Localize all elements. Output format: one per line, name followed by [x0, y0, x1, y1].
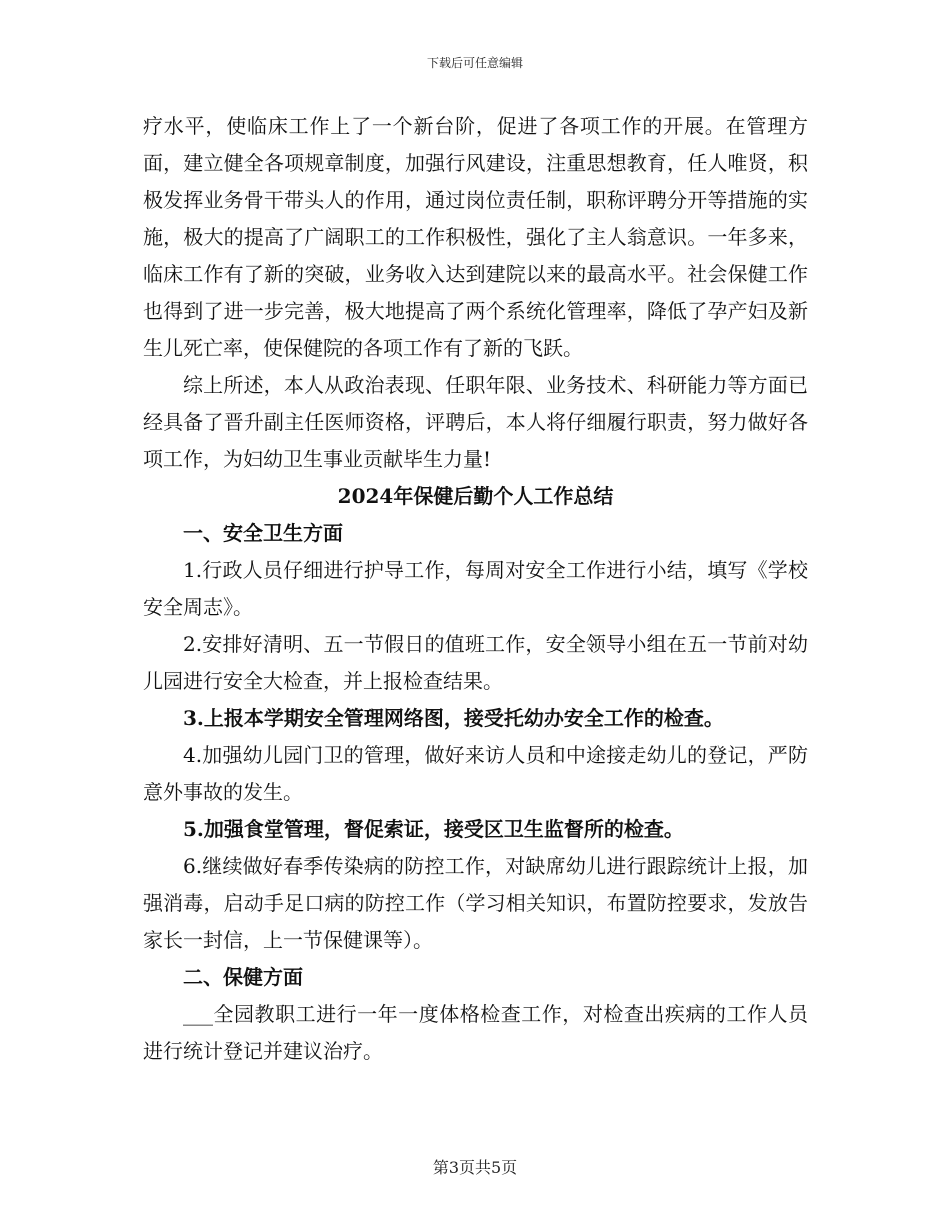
list-item: 1.行政人员仔细进行护导工作，每周对安全工作进行小结，填写《学校安全周志》。 — [143, 558, 808, 619]
section-heading: 一、安全卫生方面 — [183, 521, 343, 545]
list-item: 3.上报本学期安全管理网络图，接受托幼办安全工作的检查。 — [183, 706, 724, 730]
list-item: ___全园教职工进行一年一度体格检查工作，对检查出疾病的工作人员进行统计登记并建议治疗。 — [143, 1002, 808, 1063]
list-item: 4.加强幼儿园门卫的管理，做好来访人员和中途接走幼儿的登记，严防意外事故的发生。 — [143, 743, 808, 804]
section-title: 2024年保健后勤个人工作总结 — [337, 484, 614, 508]
page-number: 第3页共5页 — [432, 1158, 518, 1177]
section-heading: 二、保健方面 — [183, 965, 303, 989]
list-item: 5.加强食堂管理，督促索证，接受区卫生监督所的检查。 — [183, 817, 684, 841]
list-item: 6.继续做好春季传染病的防控工作，对缺席幼儿进行跟踪统计上报，加强消毒，启动手足口病的防控工作（学习相关知识，布置防控要求，发放告家长一封信，上一节保健课等）。 — [143, 854, 808, 952]
body-paragraph: 综上所述，本人从政治表现、任职年限、业务技术、科研能力等方面已经具备了晋升副主任医师资格，评聘后，本人将仔细履行职责，努力做好各项工作，为妇幼卫生事业贡献毕生力量! — [143, 373, 808, 471]
header-note: 下载后可任意编辑 — [426, 56, 523, 70]
list-item: 2.安排好清明、五一节假日的值班工作，安全领导小组在五一节前对幼儿园进行安全大检查，并上报检查结果。 — [143, 632, 808, 693]
document-body — [143, 108, 808, 1070]
body-paragraph: 疗水平，使临床工作上了一个新台阶，促进了各项工作的开展。在管理方面，建立健全各项规章制度，加强行风建设，注重思想教育，任人唯贤，积极发挥业务骨干带头人的作用，通过岗位责任制，职称评聘分开等措施的实施，极大的提高了广阔职工的工作积极性，强化了主人翁意识。一年多来，临床工作有了新的突破，业务收入达到建院以来的最高水平。社会保健工作也得到了进一步完善，极大地提高了两个系统化管理率，降低了孕产妇及新生儿死亡率，使保健院的各项工作有了新的飞跃。 — [143, 114, 808, 360]
